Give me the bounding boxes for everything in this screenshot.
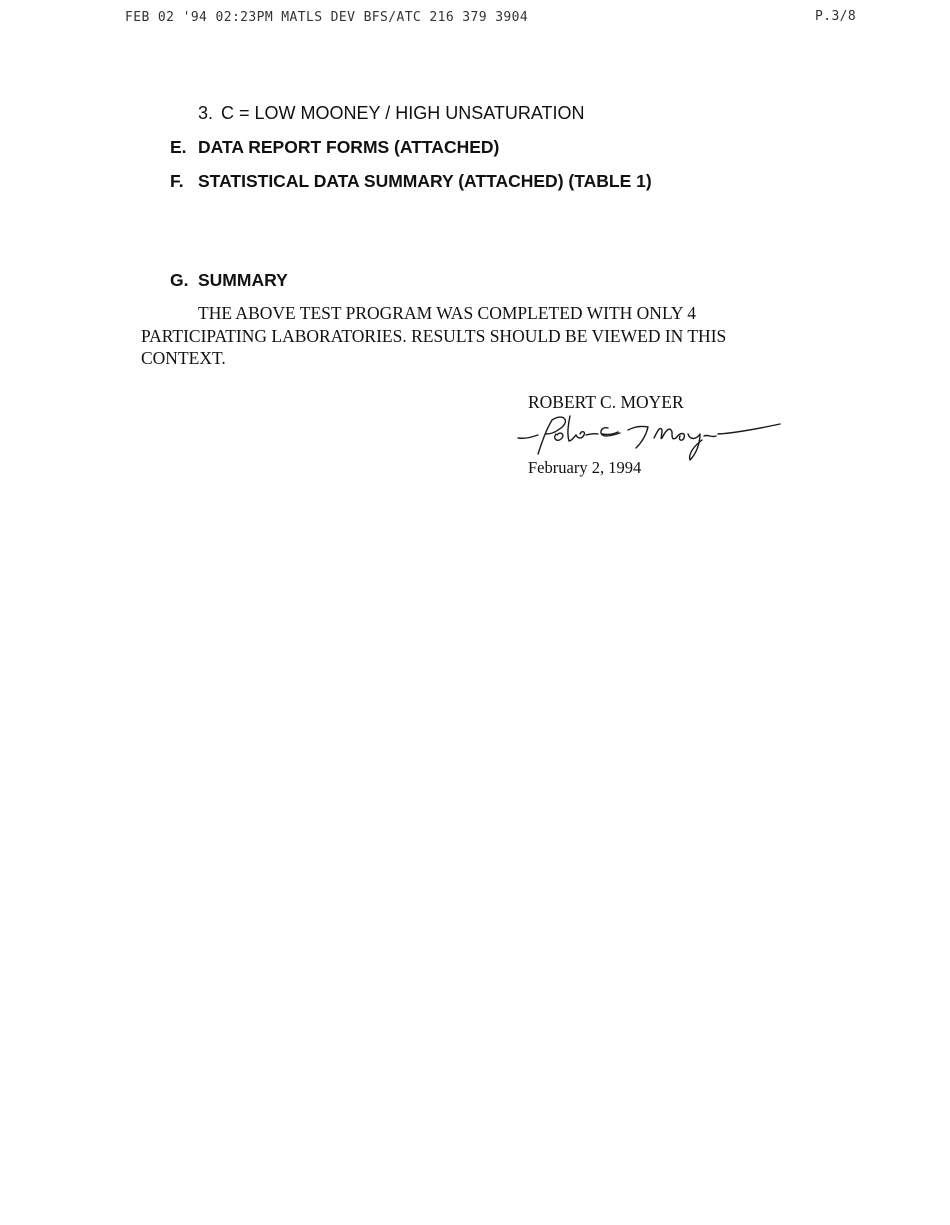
signature-date: February 2, 1994 (528, 458, 642, 477)
list-item-3 (198, 103, 585, 124)
section-f-heading (170, 171, 652, 192)
summary-paragraph (141, 302, 791, 370)
section-g-title: SUMMARY (198, 270, 288, 290)
list-item-number: 3. (198, 103, 214, 123)
page-number: P.3/8 (815, 9, 857, 24)
section-f-title: STATISTICAL DATA SUMMARY (ATTACHED) (TABLE 1) (198, 171, 652, 191)
section-e-title: DATA REPORT FORMS (ATTACHED) (198, 137, 500, 157)
section-f-letter: F. (170, 171, 184, 191)
summary-line-2: PARTICIPATING LABORATORIES. RESULTS SHOULD BE VIEWED IN THIS (141, 325, 727, 346)
section-g-letter: G. (170, 270, 189, 290)
summary-line-3: CONTEXT. (141, 348, 226, 368)
fax-transmission-header: FEB 02 '94 02:23PM MATLS DEV BFS/ATC 216 379 3904 (125, 10, 529, 25)
section-e-heading (170, 137, 499, 158)
signer-name: ROBERT C. MOYER (528, 392, 684, 412)
section-g-heading (170, 270, 288, 291)
list-item-text: C = LOW MOONEY / HIGH UNSATURATION (221, 103, 585, 123)
summary-line-1: THE ABOVE TEST PROGRAM WAS COMPLETED WITH ONLY 4 (198, 303, 696, 323)
section-e-letter: E. (170, 137, 187, 157)
